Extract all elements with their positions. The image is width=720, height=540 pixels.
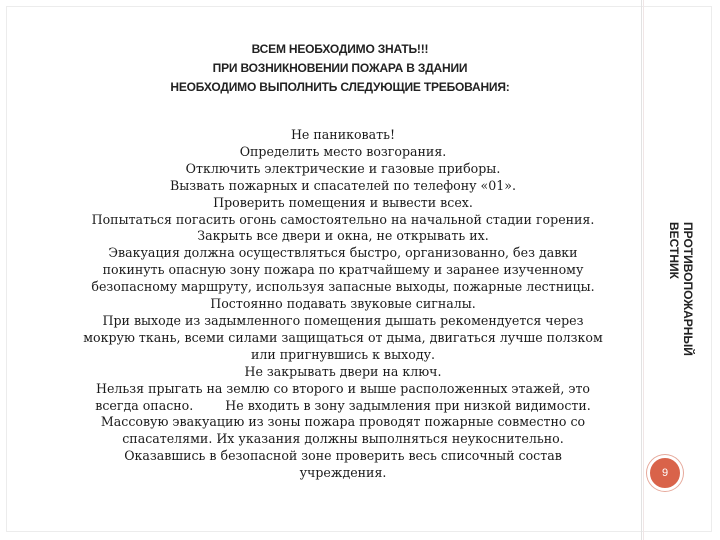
vertical-divider-accent [643,0,644,540]
instruction-line: Закрыть все двери и окна, не открывать их. [197,228,489,244]
vertical-divider [641,0,642,540]
instruction-line: мокрую ткань, всеми силами защищаться от дыма, двигаться лучше ползком [83,329,603,345]
section-side-label [665,222,695,356]
side-label-line-2: ВЕСТНИК [667,222,681,279]
instruction-line: Постоянно подавать звуковые сигналы. [210,296,476,312]
heading-line-3: НЕОБХОДИМО ВЫПОЛНИТЬ СЛЕДУЮЩИЕ ТРЕБОВАНИЯ: [170,80,510,94]
side-label-line-1: ПРОТИВОПОЖАРНЫЙ [681,222,695,356]
instruction-line: всегда опасно. Не входить в зону задымления при низкой видимости. [95,397,591,413]
instruction-line: или пригнувшись к выходу. [251,346,435,362]
instruction-line: Определить место возгорания. [239,143,447,159]
page-number: 9 [661,467,669,479]
instruction-line: Проверить помещения и вывести всех. [213,194,473,210]
instruction-line: Оказавшись в безопасной зоне проверить весь списочный состав [124,448,562,464]
instruction-line: Не паниковать! [290,127,396,142]
instruction-line: Нельзя прыгать на землю со второго и выше расположенных этажей, это [96,380,590,396]
instruction-line: Попытаться погасить огонь самостоятельно на начальной стадии горения. [91,211,595,227]
instruction-line: Вызвать пожарных и спасателей по телефону «01». [170,177,516,193]
instruction-line: безопасному маршруту, используя запасные выходы, пожарные лестницы. [91,279,595,295]
instruction-line: При выходе из задымленного помещения дышать рекомендуется через [102,312,584,328]
instruction-line: спасателями. Их указания должны выполняться неукоснительно. [122,431,564,447]
instruction-line: покинуть опасную зону пожара по кратчайшему и заранее изученному [102,262,584,278]
instruction-line: Эвакуация должна осуществляться быстро, организованно, без давки [108,245,578,261]
page-heading [100,40,580,97]
instruction-line: Не закрывать двери на ключ. [244,363,442,379]
instruction-line: учреждения. [299,465,387,481]
heading-line-2: ПРИ ВОЗНИКНОВЕНИИ ПОЖАРА В ЗДАНИИ [212,61,468,75]
instructions-text [48,127,638,482]
instruction-line: Массовую эвакуацию из зоны пожара проводят пожарные совместно со [100,414,586,430]
page-number-badge [647,455,683,491]
instruction-line: Отключить электрические и газовые приборы. [185,160,501,176]
heading-line-1: ВСЕМ НЕОБХОДИМО ЗНАТЬ!!! [251,42,429,56]
